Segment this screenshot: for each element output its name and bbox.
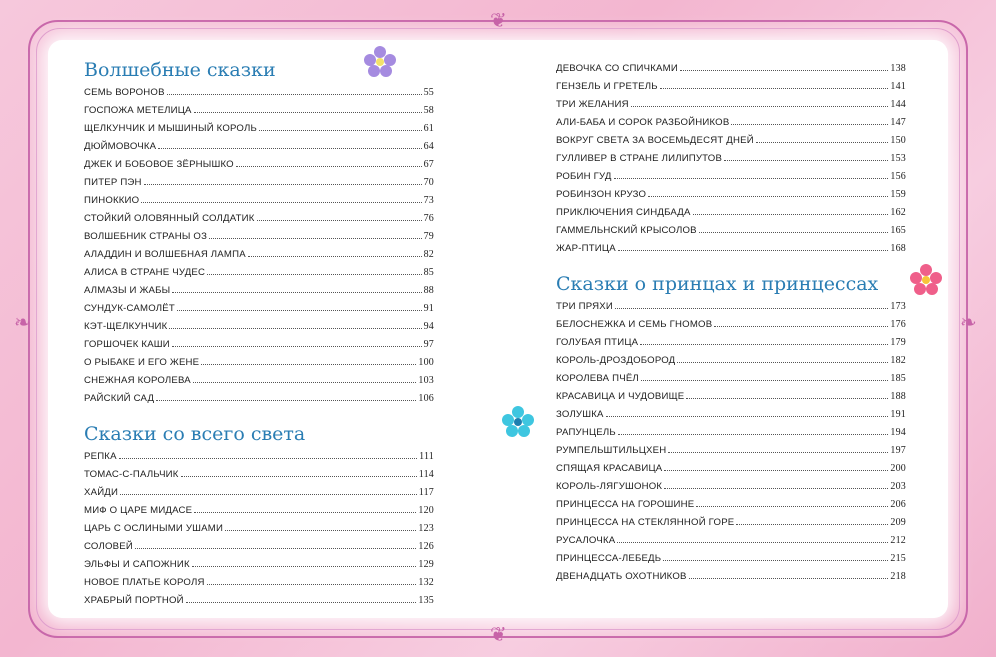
toc-entry-title: РАПУНЦЕЛЬ bbox=[556, 427, 616, 438]
toc-entry-page: 70 bbox=[423, 177, 434, 188]
dot-leader bbox=[158, 148, 421, 149]
purple-flower-icon bbox=[364, 46, 396, 78]
toc-entry-page: 91 bbox=[423, 303, 434, 314]
dot-leader bbox=[618, 250, 889, 251]
toc-entry-title: АЛАДДИН И ВОЛШЕБНАЯ ЛАМПА bbox=[84, 249, 246, 260]
dot-leader bbox=[668, 452, 888, 453]
toc-entry-page: 165 bbox=[890, 225, 906, 236]
toc-entry-title: КОРОЛЕВА ПЧЁЛ bbox=[556, 373, 639, 384]
dot-leader bbox=[177, 310, 422, 311]
toc-entry[interactable] bbox=[84, 318, 434, 336]
toc-entry-page: 76 bbox=[423, 213, 434, 224]
toc-entry-title: ГОРШОЧЕК КАШИ bbox=[84, 339, 170, 350]
toc-entry[interactable] bbox=[84, 174, 434, 192]
toc-entry-page: 156 bbox=[890, 171, 906, 182]
toc-entry-page: 144 bbox=[890, 99, 906, 110]
toc-entry-title: КРАСАВИЦА И ЧУДОВИЩЕ bbox=[556, 391, 685, 402]
dot-leader bbox=[631, 106, 889, 107]
dot-leader bbox=[236, 166, 422, 167]
dot-leader bbox=[194, 112, 422, 113]
dot-leader bbox=[194, 512, 416, 513]
toc-entry-title: КЭТ-ЩЕЛКУНЧИК bbox=[84, 321, 168, 332]
dot-leader bbox=[615, 308, 888, 309]
toc-entry-title: ПРИНЦЕССА НА ГОРОШИНЕ bbox=[556, 499, 695, 510]
dot-leader bbox=[686, 398, 888, 399]
dot-leader bbox=[167, 94, 422, 95]
toc-entry[interactable] bbox=[556, 150, 906, 168]
dot-leader bbox=[193, 382, 416, 383]
toc-entry[interactable] bbox=[556, 406, 906, 424]
toc-entry-page: 188 bbox=[890, 391, 906, 402]
toc-entry-page: 117 bbox=[418, 487, 434, 498]
toc-entry[interactable] bbox=[84, 466, 434, 484]
toc-entry-title: ДЮЙМОВОЧКА bbox=[84, 141, 157, 152]
toc-entry-title: РАЙСКИЙ САД bbox=[84, 393, 155, 404]
toc-entry-page: 150 bbox=[890, 135, 906, 146]
toc-entry[interactable] bbox=[84, 228, 434, 246]
toc-entry-page: 191 bbox=[890, 409, 906, 420]
toc-entry[interactable] bbox=[84, 538, 434, 556]
left-ornament-icon: ❧ bbox=[14, 310, 31, 334]
dot-leader bbox=[120, 494, 417, 495]
dot-leader bbox=[640, 344, 888, 345]
toc-entry-title: ПРИКЛЮЧЕНИЯ СИНДБАДА bbox=[556, 207, 691, 218]
toc-entry-page: 212 bbox=[890, 535, 906, 546]
toc-entry-page: 94 bbox=[423, 321, 434, 332]
toc-entry-title: МИФ О ЦАРЕ МИДАСЕ bbox=[84, 505, 193, 516]
dot-leader bbox=[714, 326, 888, 327]
toc-entry[interactable] bbox=[556, 96, 906, 114]
toc-entry-page: 203 bbox=[890, 481, 906, 492]
toc-entry-page: 126 bbox=[418, 541, 434, 552]
toc-entry[interactable] bbox=[556, 114, 906, 132]
toc-entry-page: 123 bbox=[418, 523, 434, 534]
toc-entry-title: КОРОЛЬ-ЛЯГУШОНОК bbox=[556, 481, 663, 492]
bottom-ornament-icon: ❦ bbox=[490, 622, 507, 646]
dot-leader bbox=[617, 542, 888, 543]
dot-leader bbox=[207, 274, 421, 275]
right-ornament-icon: ❧ bbox=[960, 310, 977, 334]
dot-leader bbox=[186, 602, 417, 603]
toc-entry[interactable] bbox=[84, 210, 434, 228]
dot-leader bbox=[207, 584, 417, 585]
toc-entry-page: 182 bbox=[890, 355, 906, 366]
toc-entry-page: 111 bbox=[419, 451, 434, 462]
toc-entry-title: СУНДУК-САМОЛЁТ bbox=[84, 303, 175, 314]
toc-entry-title: ПИНОККИО bbox=[84, 195, 140, 206]
dot-leader bbox=[696, 506, 888, 507]
toc-entry[interactable] bbox=[556, 316, 906, 334]
toc-entry-page: 85 bbox=[423, 267, 434, 278]
dot-leader bbox=[248, 256, 422, 257]
toc-entry-title: ТОМАС-С-ПАЛЬЧИК bbox=[84, 469, 179, 480]
section-heading-princes: Сказки о принцах и принцессах bbox=[556, 273, 879, 295]
toc-entry-page: 55 bbox=[423, 87, 434, 98]
dot-leader bbox=[614, 178, 889, 179]
toc-entry-title: ЭЛЬФЫ И САПОЖНИК bbox=[84, 559, 190, 570]
dot-leader bbox=[135, 548, 416, 549]
toc-list-world bbox=[84, 448, 434, 610]
dot-leader bbox=[606, 416, 889, 417]
toc-entry[interactable] bbox=[84, 502, 434, 520]
pink-flower-icon bbox=[910, 264, 942, 296]
dot-leader bbox=[693, 214, 889, 215]
toc-entry-title: РОБИНЗОН КРУЗО bbox=[556, 189, 647, 200]
toc-entry-title: ГЕНЗЕЛЬ И ГРЕТЕЛЬ bbox=[556, 81, 658, 92]
dot-leader bbox=[756, 142, 889, 143]
toc-entry-title: КОРОЛЬ-ДРОЗДОБОРОД bbox=[556, 355, 676, 366]
dot-leader bbox=[225, 530, 416, 531]
toc-entry-title: АЛИСА В СТРАНЕ ЧУДЕС bbox=[84, 267, 206, 278]
toc-entry-title: АЛМАЗЫ И ЖАБЫ bbox=[84, 285, 171, 296]
toc-entry-page: 147 bbox=[890, 117, 906, 128]
toc-entry-title: ГУЛЛИВЕР В СТРАНЕ ЛИЛИПУТОВ bbox=[556, 153, 723, 164]
dot-leader bbox=[169, 328, 421, 329]
toc-entry[interactable] bbox=[556, 222, 906, 240]
cyan-flower-icon bbox=[502, 406, 534, 438]
toc-entry-title: ТРИ ПРЯХИ bbox=[556, 301, 613, 312]
toc-entry-title: БЕЛОСНЕЖКА И СЕМЬ ГНОМОВ bbox=[556, 319, 713, 330]
toc-entry[interactable] bbox=[556, 298, 906, 316]
toc-entry-page: 97 bbox=[423, 339, 434, 350]
toc-entry-title: ДЕВОЧКА СО СПИЧКАМИ bbox=[556, 63, 678, 74]
toc-entry-page: 106 bbox=[418, 393, 434, 404]
toc-entry[interactable] bbox=[556, 424, 906, 442]
toc-entry-page: 197 bbox=[890, 445, 906, 456]
toc-entry[interactable] bbox=[84, 138, 434, 156]
toc-entry-page: 58 bbox=[423, 105, 434, 116]
toc-entry-page: 200 bbox=[890, 463, 906, 474]
toc-entry-page: 168 bbox=[890, 243, 906, 254]
dot-leader bbox=[181, 476, 417, 477]
toc-entry-page: 162 bbox=[890, 207, 906, 218]
toc-entry-title: СОЛОВЕЙ bbox=[84, 541, 133, 552]
toc-entry-title: ТРИ ЖЕЛАНИЯ bbox=[556, 99, 629, 110]
toc-entry-page: 218 bbox=[890, 571, 906, 582]
dot-leader bbox=[664, 488, 888, 489]
toc-entry[interactable] bbox=[84, 102, 434, 120]
toc-entry-title: ВОКРУГ СВЕТА ЗА ВОСЕМЬДЕСЯТ ДНЕЙ bbox=[556, 135, 754, 146]
toc-entry-title: РУСАЛОЧКА bbox=[556, 535, 616, 546]
toc-entry-page: 159 bbox=[890, 189, 906, 200]
toc-entry[interactable] bbox=[84, 282, 434, 300]
toc-entry[interactable] bbox=[556, 496, 906, 514]
toc-entry[interactable] bbox=[556, 550, 906, 568]
toc-entry-title: ХАЙДИ bbox=[84, 487, 119, 498]
toc-entry-title: АЛИ-БАБА И СОРОК РАЗБОЙНИКОВ bbox=[556, 117, 730, 128]
toc-entry[interactable] bbox=[556, 532, 906, 550]
toc-entry[interactable] bbox=[84, 246, 434, 264]
toc-list-world-continued bbox=[556, 60, 906, 258]
dot-leader bbox=[660, 88, 889, 89]
dot-leader bbox=[680, 70, 888, 71]
dot-leader bbox=[648, 196, 888, 197]
toc-entry[interactable] bbox=[556, 186, 906, 204]
toc-entry[interactable] bbox=[84, 354, 434, 372]
toc-entry-title: ХРАБРЫЙ ПОРТНОЙ bbox=[84, 595, 184, 606]
toc-entry-title: ГАММЕЛЬНСКИЙ КРЫСОЛОВ bbox=[556, 225, 697, 236]
toc-entry-title: РОБИН ГУД bbox=[556, 171, 612, 182]
toc-entry-title: НОВОЕ ПЛАТЬЕ КОРОЛЯ bbox=[84, 577, 205, 588]
toc-entry[interactable] bbox=[84, 156, 434, 174]
dot-leader bbox=[618, 434, 889, 435]
dot-leader bbox=[209, 238, 422, 239]
toc-entry-title: СНЕЖНАЯ КОРОЛЕВА bbox=[84, 375, 191, 386]
toc-entry-page: 194 bbox=[890, 427, 906, 438]
toc-entry-title: СПЯЩАЯ КРАСАВИЦА bbox=[556, 463, 663, 474]
toc-entry-page: 135 bbox=[418, 595, 434, 606]
toc-entry-title: ПРИНЦЕССА-ЛЕБЕДЬ bbox=[556, 553, 662, 564]
dot-leader bbox=[689, 578, 889, 579]
dot-leader bbox=[192, 566, 417, 567]
toc-entry[interactable] bbox=[556, 514, 906, 532]
toc-entry[interactable] bbox=[84, 592, 434, 610]
toc-entry-title: О РЫБАКЕ И ЕГО ЖЕНЕ bbox=[84, 357, 200, 368]
toc-entry-title: ПИТЕР ПЭН bbox=[84, 177, 142, 188]
right-column bbox=[556, 60, 906, 586]
toc-entry-page: 173 bbox=[890, 301, 906, 312]
toc-entry[interactable] bbox=[84, 390, 434, 408]
dot-leader bbox=[172, 346, 422, 347]
toc-entry-page: 88 bbox=[423, 285, 434, 296]
toc-entry-title: ДЖЕК И БОБОВОЕ ЗЁРНЫШКО bbox=[84, 159, 234, 170]
dot-leader bbox=[172, 292, 421, 293]
toc-entry-title: ГОЛУБАЯ ПТИЦА bbox=[556, 337, 639, 348]
toc-entry-page: 141 bbox=[890, 81, 906, 92]
dot-leader bbox=[259, 130, 422, 131]
toc-entry-page: 132 bbox=[418, 577, 434, 588]
toc-entry[interactable] bbox=[556, 132, 906, 150]
toc-entry[interactable] bbox=[556, 388, 906, 406]
toc-entry-title: СЕМЬ ВОРОНОВ bbox=[84, 87, 165, 98]
left-column bbox=[84, 52, 434, 610]
toc-entry-page: 215 bbox=[890, 553, 906, 564]
dot-leader bbox=[677, 362, 888, 363]
dot-leader bbox=[144, 184, 422, 185]
toc-entry-page: 82 bbox=[423, 249, 434, 260]
toc-entry-page: 129 bbox=[418, 559, 434, 570]
dot-leader bbox=[699, 232, 889, 233]
toc-entry-page: 176 bbox=[890, 319, 906, 330]
toc-entry-page: 185 bbox=[890, 373, 906, 384]
toc-entry-page: 67 bbox=[423, 159, 434, 170]
toc-entry[interactable] bbox=[556, 370, 906, 388]
toc-entry-page: 179 bbox=[890, 337, 906, 348]
toc-entry[interactable] bbox=[84, 336, 434, 354]
dot-leader bbox=[724, 160, 888, 161]
toc-entry[interactable] bbox=[84, 574, 434, 592]
toc-entry-page: 73 bbox=[423, 195, 434, 206]
toc-entry[interactable] bbox=[556, 460, 906, 478]
top-ornament-icon: ❦ bbox=[490, 8, 507, 32]
dot-leader bbox=[119, 458, 417, 459]
toc-entry[interactable] bbox=[556, 78, 906, 96]
toc-entry-page: 64 bbox=[423, 141, 434, 152]
toc-entry-page: 114 bbox=[418, 469, 434, 480]
toc-entry[interactable] bbox=[84, 372, 434, 390]
toc-entry-title: РЕПКА bbox=[84, 451, 117, 462]
toc-entry-title: ВОЛШЕБНИК СТРАНЫ ОЗ bbox=[84, 231, 208, 242]
toc-entry-title: ЗОЛУШКА bbox=[556, 409, 604, 420]
toc-entry[interactable] bbox=[556, 204, 906, 222]
toc-list-princes bbox=[556, 298, 906, 586]
toc-entry-page: 61 bbox=[423, 123, 434, 134]
toc-entry-page: 100 bbox=[418, 357, 434, 368]
dot-leader bbox=[156, 400, 416, 401]
toc-entry-page: 206 bbox=[890, 499, 906, 510]
toc-entry[interactable] bbox=[84, 556, 434, 574]
toc-entry[interactable] bbox=[84, 192, 434, 210]
toc-entry-title: ЦАРЬ С ОСЛИНЫМИ УШАМИ bbox=[84, 523, 224, 534]
toc-entry[interactable] bbox=[84, 520, 434, 538]
section-heading-world: Сказки со всего света bbox=[84, 423, 306, 445]
toc-entry[interactable] bbox=[556, 478, 906, 496]
toc-entry[interactable] bbox=[556, 60, 906, 78]
toc-entry[interactable] bbox=[84, 300, 434, 318]
toc-entry-page: 138 bbox=[890, 63, 906, 74]
toc-entry-title: СТОЙКИЙ ОЛОВЯННЫЙ СОЛДАТИК bbox=[84, 213, 255, 224]
dot-leader bbox=[201, 364, 416, 365]
dot-leader bbox=[641, 380, 888, 381]
toc-entry[interactable] bbox=[556, 168, 906, 186]
toc-entry[interactable] bbox=[84, 264, 434, 282]
toc-entry-page: 120 bbox=[418, 505, 434, 516]
toc-entry-page: 79 bbox=[423, 231, 434, 242]
toc-entry[interactable] bbox=[84, 120, 434, 138]
dot-leader bbox=[141, 202, 421, 203]
toc-entry[interactable] bbox=[556, 442, 906, 460]
toc-entry[interactable] bbox=[556, 352, 906, 370]
dot-leader bbox=[663, 560, 888, 561]
toc-entry[interactable] bbox=[556, 240, 906, 258]
toc-entry[interactable] bbox=[556, 334, 906, 352]
toc-entry[interactable] bbox=[84, 448, 434, 466]
toc-entry[interactable] bbox=[556, 568, 906, 586]
toc-entry-page: 209 bbox=[890, 517, 906, 528]
toc-entry-title: ГОСПОЖА МЕТЕЛИЦА bbox=[84, 105, 192, 116]
toc-list-magic bbox=[84, 84, 434, 408]
section-heading-magic: Волшебные сказки bbox=[84, 59, 276, 81]
dot-leader bbox=[731, 124, 888, 125]
toc-entry-title: ЖАР-ПТИЦА bbox=[556, 243, 616, 254]
toc-entry-title: ДВЕНАДЦАТЬ ОХОТНИКОВ bbox=[556, 571, 687, 582]
toc-entry[interactable] bbox=[84, 484, 434, 502]
dot-leader bbox=[257, 220, 422, 221]
toc-entry-title: ЩЕЛКУНЧИК И МЫШИНЫЙ КОРОЛЬ bbox=[84, 123, 257, 134]
dot-leader bbox=[736, 524, 888, 525]
toc-entry-title: ПРИНЦЕССА НА СТЕКЛЯННОЙ ГОРЕ bbox=[556, 517, 735, 528]
toc-entry[interactable] bbox=[84, 84, 434, 102]
toc-entry-page: 103 bbox=[418, 375, 434, 386]
toc-entry-title: РУМПЕЛЬШТИЛЬЦХЕН bbox=[556, 445, 667, 456]
toc-entry-page: 153 bbox=[890, 153, 906, 164]
dot-leader bbox=[664, 470, 888, 471]
